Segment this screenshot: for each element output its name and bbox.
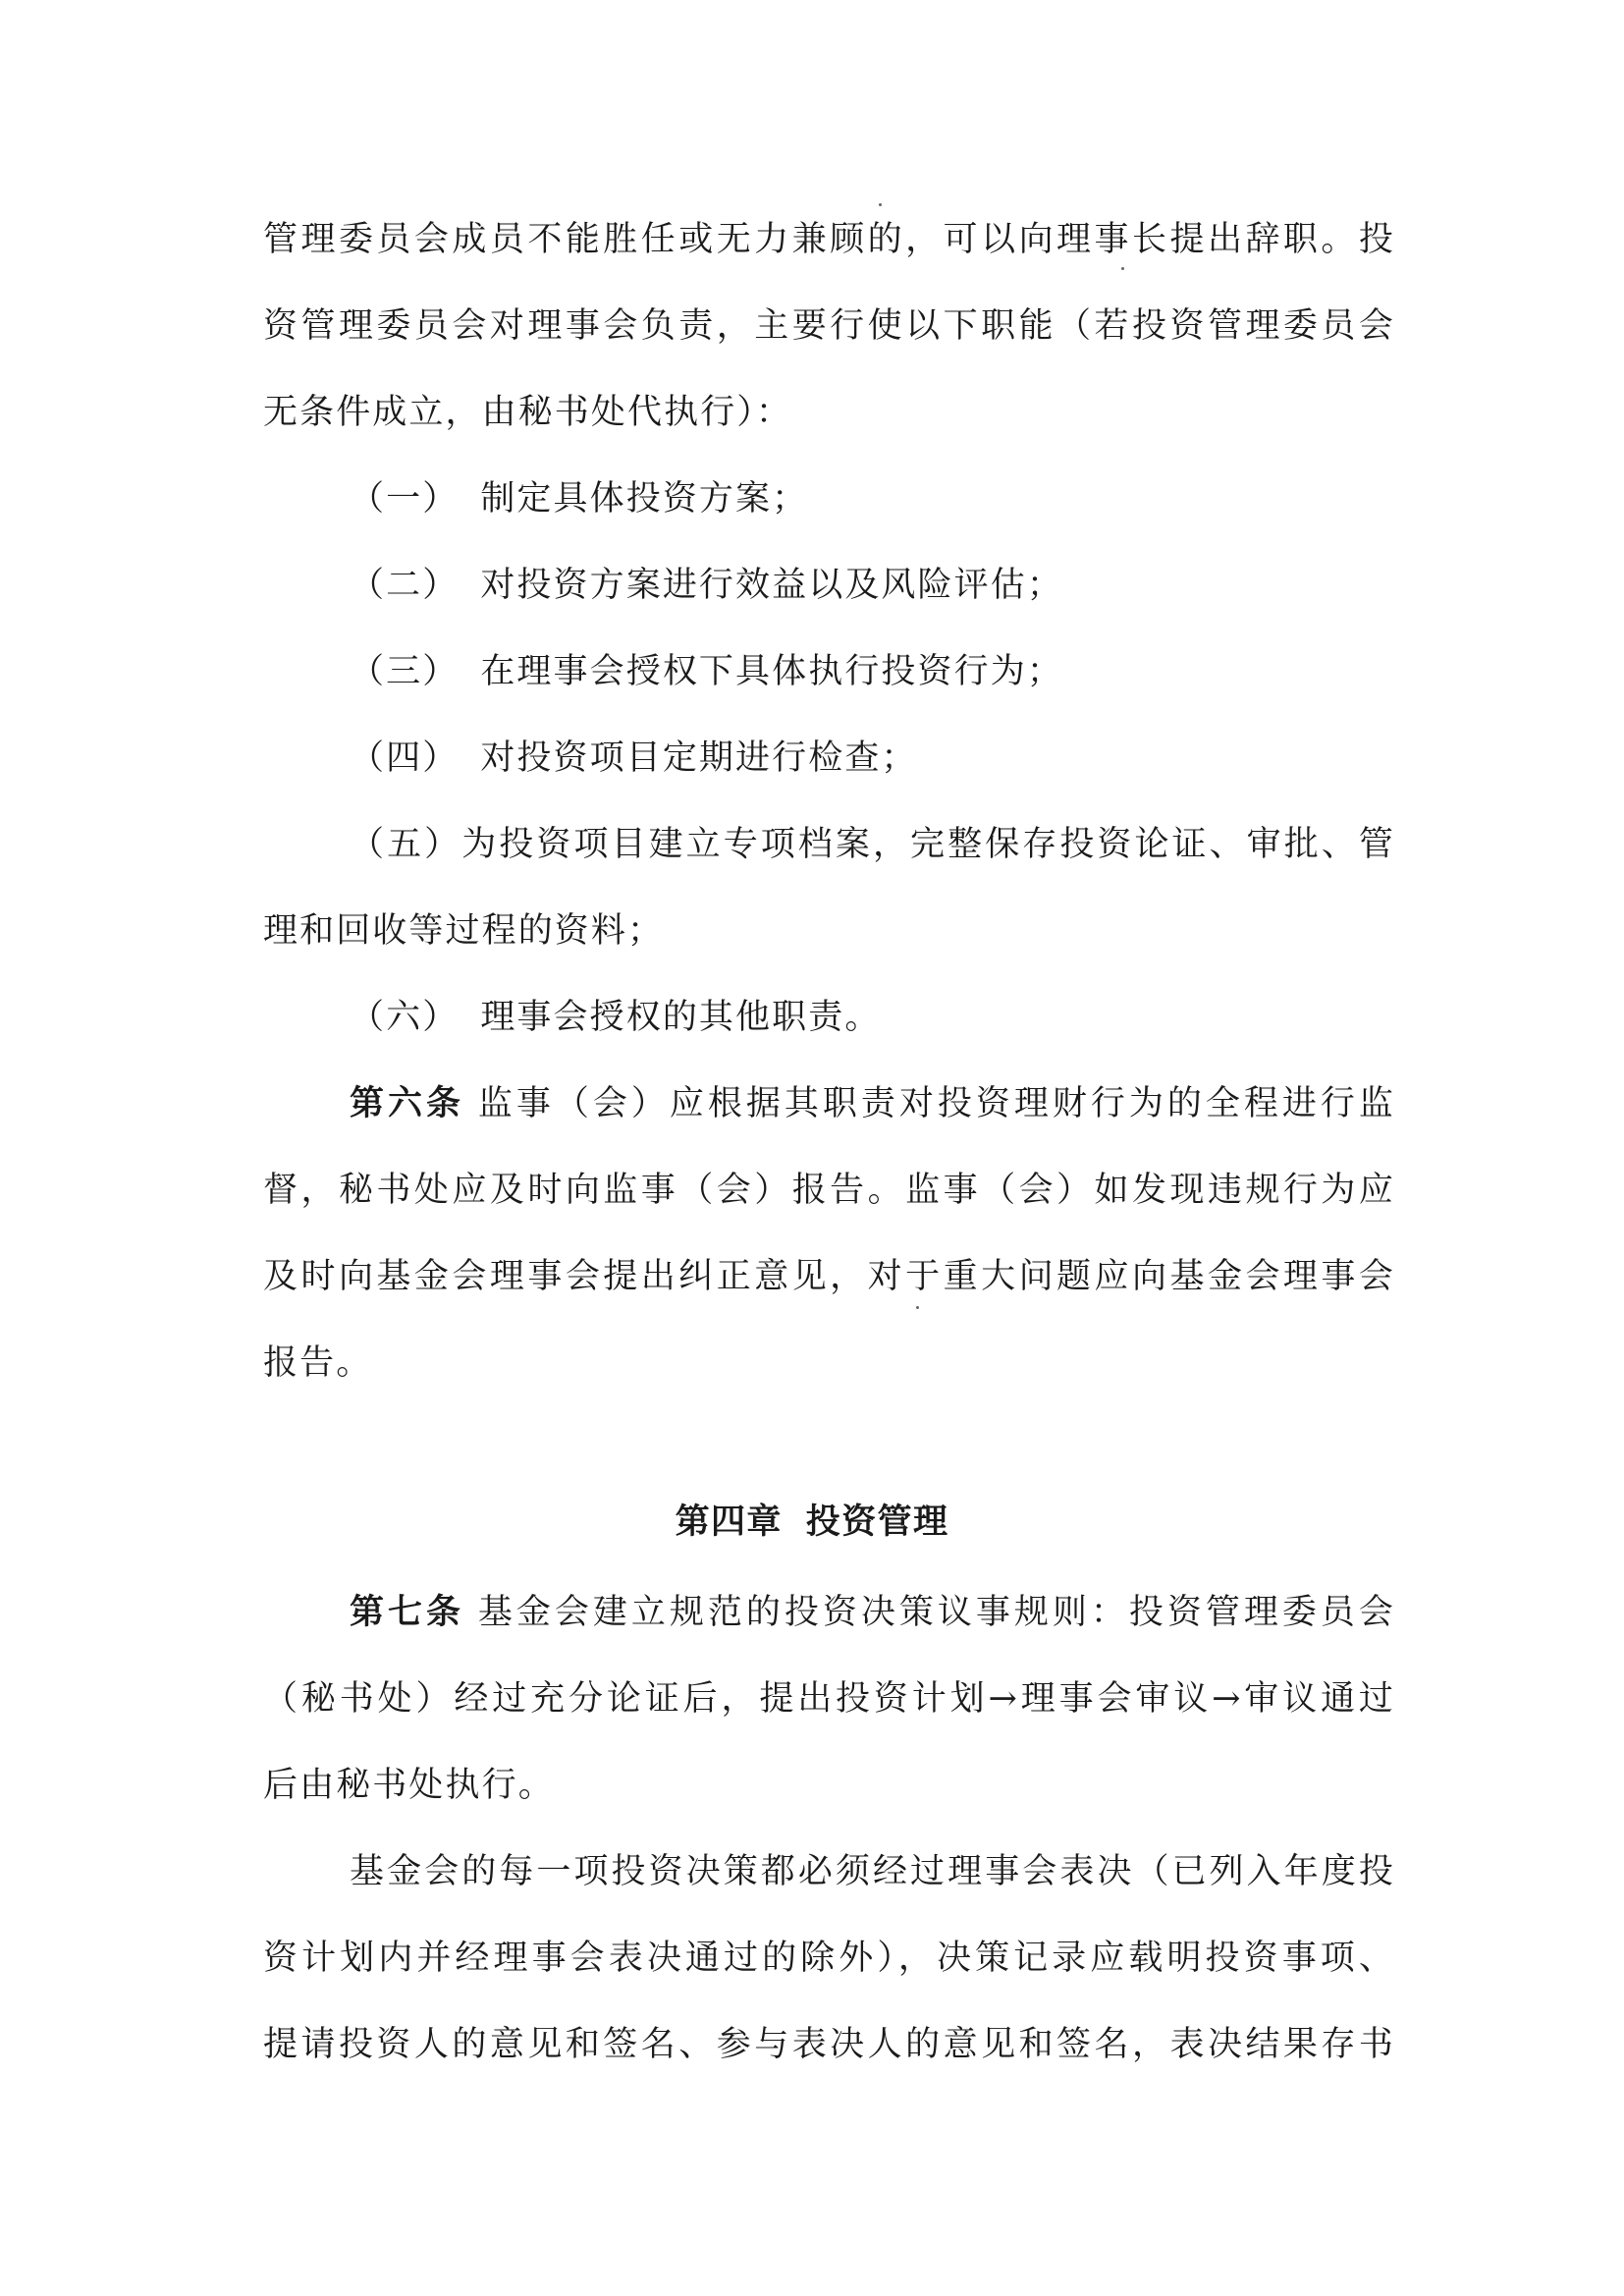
scan-speck bbox=[879, 203, 882, 206]
list-item-text: 制定具体投资方案； bbox=[480, 479, 809, 519]
list-marker: （六） bbox=[350, 998, 460, 1037]
body-text-line: 提请投资人的意见和签名、参与表决人的意见和签名，表决结果存书 bbox=[263, 2025, 1395, 2064]
list-item-continuation: 理和回收等过程的资料； bbox=[263, 911, 665, 951]
body-text-line: 督，秘书处应及时向监事（会）报告。监事（会）如发现违规行为应 bbox=[263, 1171, 1395, 1210]
body-text-line: 无条件成立，由秘书处代执行）： bbox=[263, 393, 793, 432]
list-item bbox=[350, 564, 1063, 607]
article-first-line bbox=[350, 1082, 1395, 1125]
chapter-heading bbox=[0, 1501, 1624, 1544]
list-item-text: 对投资方案进行效益以及风险评估； bbox=[480, 566, 1063, 605]
body-text-line: 基金会的每一项投资决策都必须经过理事会表决（已列入年度投 bbox=[350, 1852, 1395, 1891]
body-text-line: （秘书处）经过充分论证后，提出投资计划→理事会审议→审议通过 bbox=[263, 1679, 1395, 1719]
body-text-line: 资计划内并经理事会表决通过的除外），决策记录应载明投资事项、 bbox=[263, 1939, 1395, 1978]
list-item-text: 为投资项目建立专项档案，完整保存投资论证、审批、管 bbox=[461, 825, 1395, 864]
body-text-line: 及时向基金会理事会提出纠正意见，对于重大问题应向基金会理事会 bbox=[263, 1257, 1395, 1296]
body-text-line: 后由秘书处执行。 bbox=[263, 1766, 555, 1805]
article-first-line bbox=[350, 1591, 1395, 1634]
article-text: 基金会建立规范的投资决策议事规则：投资管理委员会 bbox=[476, 1593, 1395, 1632]
body-text-line: 报告。 bbox=[263, 1343, 373, 1383]
list-item-text: 对投资项目定期进行检查； bbox=[480, 738, 918, 778]
chapter-title: 投资管理 bbox=[805, 1503, 949, 1542]
article-label: 第六条 bbox=[350, 1083, 464, 1123]
list-marker: （一） bbox=[350, 479, 460, 519]
article-label: 第七条 bbox=[350, 1592, 464, 1632]
list-item-text: 理事会授权的其他职责。 bbox=[480, 998, 882, 1037]
article-text: 监事（会）应根据其职责对投资理财行为的全程进行监 bbox=[476, 1084, 1395, 1123]
list-marker: （二） bbox=[350, 566, 460, 605]
list-marker: （三） bbox=[350, 652, 460, 691]
list-item bbox=[350, 650, 1063, 693]
list-marker: （四） bbox=[350, 738, 460, 778]
list-item bbox=[350, 823, 1395, 866]
list-item-text: 在理事会授权下具体执行投资行为； bbox=[480, 652, 1063, 691]
list-marker: （五） bbox=[350, 825, 462, 864]
scan-speck bbox=[1121, 267, 1124, 270]
body-text-line: 管理委员会成员不能胜任或无力兼顾的，可以向理事长提出辞职。投 bbox=[263, 220, 1395, 259]
chapter-number: 第四章 bbox=[675, 1503, 783, 1542]
scan-speck bbox=[916, 1306, 919, 1309]
list-item bbox=[350, 737, 918, 780]
list-item bbox=[350, 996, 881, 1039]
list-item bbox=[350, 477, 808, 520]
body-text-line: 资管理委员会对理事会负责，主要行使以下职能（若投资管理委员会 bbox=[263, 306, 1395, 346]
